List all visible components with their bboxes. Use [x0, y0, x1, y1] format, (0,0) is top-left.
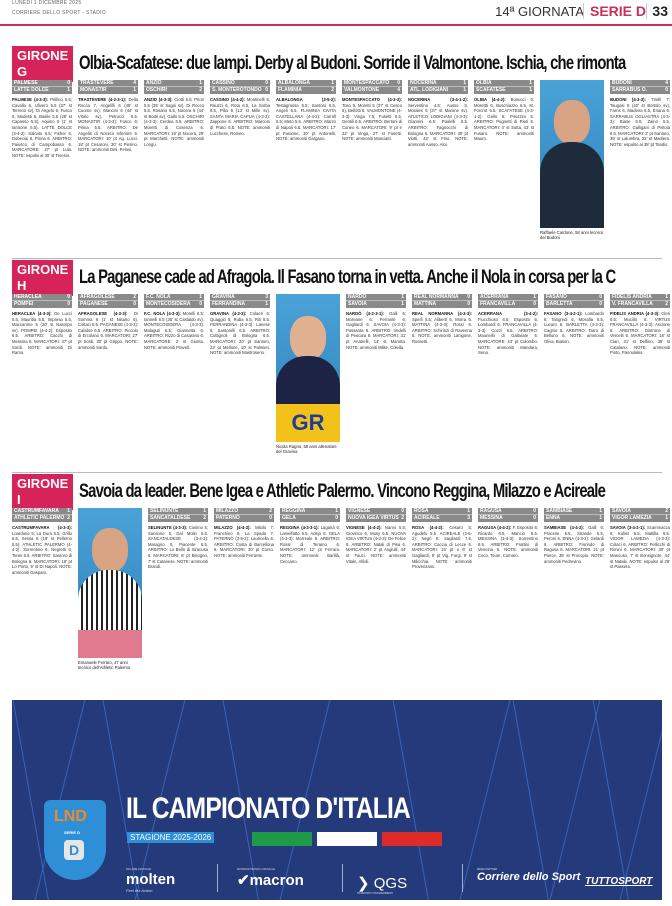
- away-score: 2: [199, 87, 202, 93]
- home-score: 0: [467, 294, 470, 300]
- match-report: [474, 80, 534, 241]
- away-team: BARLETTA: [546, 301, 573, 307]
- banner-stripe: [589, 700, 635, 900]
- photo-caption: Emanuele Ferraro, 47 anni tecnico dell'Athletic Palermo: [78, 660, 131, 671]
- scoreboard: [276, 80, 336, 94]
- home-team: SELINUNTE: [150, 508, 179, 514]
- match-report: [478, 294, 538, 455]
- home-score: 1: [533, 294, 536, 300]
- scoreboard: [346, 294, 406, 308]
- away-team: MATTINA: [414, 301, 437, 307]
- away-team: FLAMINIA: [278, 87, 302, 93]
- away-team: OSCHIRI: [146, 87, 167, 93]
- match-text: HERACLEA (4-3-3): De Lucci 5.5, Mauritia 5.5, Impresa 5.5, Maccarone 5 (20' st Nasorpo sv). POMPEI (4-4-2): Esposito 6.5. ARBITRO: Cacchi di Messina 6. MARCATORI: 37' pt Sordi. NOTE: ammoniti Di Ramo.: [12, 311, 73, 356]
- match-text: MILAZZO (4-4-2): Mitolo 7; Franchino 6, La Spada 7. PATERNÒ (3-5-2): Lauricella 6. ARBITRO: Costa di Barcellona 6. MARCATORI: 30' pt Corso. NOTE: ammoniti Ferrante.: [214, 525, 275, 558]
- match-report: [346, 294, 406, 455]
- home-score: 1: [463, 80, 466, 86]
- shirt-shape: [540, 142, 604, 228]
- home-team: ACERRANA: [480, 294, 509, 300]
- girone-section: [12, 476, 670, 671]
- scoreboard: [12, 80, 72, 94]
- face-shape: [290, 316, 326, 360]
- match-report: [478, 508, 538, 671]
- girone-badge: GIRONE I: [12, 474, 73, 510]
- home-team: MONTESPACCATO: [344, 80, 390, 86]
- away-score: 1: [599, 515, 602, 521]
- away-team: VIGOR LAMEZIA: [612, 515, 652, 521]
- away-score: 0: [67, 301, 70, 307]
- away-team: POMPEI: [14, 301, 34, 307]
- away-team: SAVOIA: [348, 301, 367, 307]
- scoreboard: [148, 508, 208, 522]
- away-score: 4: [397, 87, 400, 93]
- home-score: 1: [199, 294, 202, 300]
- photo-caption: Raffaele Cardone, 58 anni tecnico del Budoni: [540, 230, 604, 241]
- home-team: VIGNESE: [348, 508, 371, 514]
- away-team: FERRANDINA: [212, 301, 246, 307]
- home-team: FASANO: [546, 294, 567, 300]
- match-report: [144, 294, 204, 455]
- match-report: [214, 508, 274, 671]
- match-report: [12, 508, 72, 671]
- match-report: [276, 80, 336, 241]
- away-team: FRANCAVILLA: [480, 301, 516, 307]
- home-score: 1: [665, 294, 668, 300]
- away-team: S. MONTEROTONDO: [212, 87, 262, 93]
- away-score: 0: [269, 515, 272, 521]
- photo-caption: Nicola Ragno, 58 anni allenatore del Gravina: [276, 444, 337, 455]
- home-team: MILAZZO: [216, 508, 239, 514]
- match-text: RAGUSA (4-4-2): F. Esposito 6; Ricardo 6.5, Mancio 5.5. MESSINA (3-4-3): Sorrentino 6.5. ARBITRO: Frattini di Venezia 6. NOTE: ammoniti Coco, Toure, Cumaro.: [478, 525, 538, 558]
- match-text: ROSA (4-4-2): Cesaro 5; Agudelo 5.5. ACIREALE (3-5-2): Negri 6; Sagliardi 7.5. ARBITRO: Caccia di Lecce 6. MARCATORI: 15' pt e 6' st Gagliardi, 8' pt Vig, Furgi, 9' st Milicchia. NOTE: ammoniti Provenzano.: [412, 525, 472, 570]
- home-score: 0: [401, 508, 404, 514]
- face-shape: [554, 100, 590, 144]
- sponsor-tuttosport: TUTTOSPORT: [585, 876, 653, 887]
- section-headline: Olbia-Scafatese: due lampi. Derby al Budoni. Sorride il Valmontone. Ischia, che rimonta: [79, 53, 626, 74]
- match-text: CASSINO (4-4-2): Montinelli 6; Rauzzi 6, Rota 6.5, La Sorba 6.5, Pilia 6 (13' st Mille sv). SANTA MARIA CAPUA (4-3-3): Zappone 6. ARBITRO: Marconi di Prato 6.5. NOTE: ammoniti Lucchese, Romeo.: [210, 97, 270, 136]
- away-team: MESSINA: [480, 515, 503, 521]
- away-team: MONTECOSIDERA: [146, 301, 191, 307]
- scoreboard: [210, 80, 270, 94]
- away-team: MONASTIR: [80, 87, 107, 93]
- match-report: [346, 508, 406, 671]
- away-team: SARRABUS O.: [612, 87, 648, 93]
- home-score: 1: [335, 508, 338, 514]
- away-team: PAGANESE: [80, 301, 108, 307]
- away-score: 0: [199, 301, 202, 307]
- match-text: GRAVINA (4-3-3): Colaeri 6; Quaggio 8, Ruba 6.5, Riti 6.5. FERRANDINA (4-3-3): Lanese 6; Santorelli 6.5. ARBITRO: Cottignoli di Bologna 6.5. MARCATORI: 20' pt Santoro, 23' pt Mellone, 10' st Palmieri. NOTE: ammoniti Mastroserio.: [210, 311, 270, 356]
- away-score: 0: [665, 87, 668, 93]
- match-text: SAVOIA (3-4-2-1): Scammacca 6; Kuliss 5.5, Mattilla 6.5. VIGOR LAMEZIA (4-3-3): Colaci 6. ARBITRO: Pellicchi di Rimini 6. MARCATORI: 30' pt Mancuso, 7' st Bonsignore, 44' st Natale. NOTE: espulso al 28' st Passera.: [610, 525, 670, 570]
- away-score: 0: [265, 87, 268, 93]
- match-text: MONTESPACCATO (4-3-3): Toso 5, Moretti 5 (37' st Cesco 6), Bellotti 6. VALMONTONE (4-3-3): Vinga 7.5; Fusetti 6.5, Gentili 6.5. ARBITRO: Bertoni di Cuneo 6. MARCATORI: 9' pt e 22' pt Vinga, 27' st Fusetti. NOTE: ammoniti Mosciatti.: [342, 97, 402, 142]
- home-team: REAL NORMANNA: [414, 294, 459, 300]
- away-team: PATERNÒ: [216, 515, 240, 521]
- match-report: [408, 80, 468, 241]
- away-team: SCAFATESE: [476, 87, 506, 93]
- scoreboard: [408, 80, 468, 94]
- away-team: ENNA: [546, 515, 561, 521]
- section-divider: [12, 258, 662, 259]
- match-columns: [12, 508, 670, 671]
- scarf-shape: [78, 630, 142, 658]
- girone-section: [12, 262, 671, 455]
- match-text: SAMBIASE (4-4-2): Galli 6; Pracese 5.5, Strande 5.5, Peroni 6. ENNA (4-3-3): Gelardi 6. ARBITRO: Fiorindo di Ragusa 6. MARCATORI: 21' pt Pierce, 35' st Procopio. NOTE: ammoniti Pedrevino.: [544, 525, 604, 564]
- match-text: FIDELIS ANDRIA (4-3-3): Cleri 6.5; Mucillo 6. VIRTUS FRANCAVILLA (4-3-3): Ascione 6. ARBITRO: Dintrone di Vercelli 6. MARCATORI: 18' st Ciari, 31' st Delfino, 38' st Catalano. NOTE: ammoniti Pinto, Panoulakis.: [610, 311, 671, 356]
- home-score: 1: [203, 508, 206, 514]
- player-photo-block: [540, 80, 604, 241]
- macron-icon: ✔: [237, 872, 250, 889]
- away-team: VALMONTONE: [344, 87, 380, 93]
- scoreboard: [210, 294, 270, 308]
- match-text: AFRAGOLESE (4-3-3): Di Somma 6 (1' st Nisano 6), Coltaci 6.5. PAGANESE (4-3-3): Calabre 6.5. ARBITRO: Piccolo di Ercolano 6. MARCATORI: 27' pt Sordi, 30' pt Grippo. NOTE: ammoniti Sardo.: [78, 311, 138, 350]
- round-label: 14ª GIORNATA: [495, 4, 584, 19]
- away-score: 0: [467, 301, 470, 307]
- scoreboard: [214, 508, 274, 522]
- home-team: AFRAGOLESE: [80, 294, 115, 300]
- match-text: SELINUNTE (4-3-3): Cosimo 5; Sansone 5, Dal Molin 5.5. SANCATALDESE (3-4-3): Maragno 6, Piacente 6.5. ARBITRO: Lo Bello di Siracusa 6. MARCATORI: 8' pt Bisogno, 7' st Catanese. NOTE: ammoniti Brandi.: [148, 525, 209, 570]
- home-team: FIDELIS ANDRIA: [612, 294, 652, 300]
- match-text: VIGNESE (4-4-2): Nanni 5.5; Giovinco 6, Musy 5.5. NUOVA IGEA VIRTUS (4-3-3): De Felice 6. ARBITRO: Natali di Pisa 6. MARCATORI: 2' pt Angiulli, 44' st Fauci. NOTE: ammoniti Vitale, Allioli.: [346, 525, 406, 564]
- match-report: [412, 508, 472, 671]
- home-team: TRASTEVERE: [80, 80, 114, 86]
- home-team: OLBIA: [476, 80, 492, 86]
- player-photo: [540, 80, 604, 228]
- girone-badge: GIRONE G: [12, 46, 73, 82]
- away-score: 1: [463, 87, 466, 93]
- away-team: NUOVA IGEA VIRTUS: [348, 515, 399, 521]
- away-score: 0: [335, 515, 338, 521]
- home-score: 0: [265, 80, 268, 86]
- away-score: 2: [203, 515, 206, 521]
- banner-season: STAGIONE 2025-2026: [127, 832, 214, 843]
- match-text: NARDÒ (4-2-3-1): Galli 6; Moreane 6, Ferrante 6, Gagliardi 6. SAVOIA (4-3-3): Passanta 6. ARBITRO: Vedelli di Pescara 6. MARCATORI: 31' pt Anatrelli, 14' st Marotta. NOTE: ammoniti Milite, Colella.: [346, 311, 406, 350]
- away-score: 1: [665, 515, 668, 521]
- away-score: 0: [599, 301, 602, 307]
- home-score: 2: [133, 294, 136, 300]
- match-text: F.C. NOLA (4-3-3): Morelli 6.5; Iannelli 6.5 (35' st Castaldo sv). MONTECOSIDERA (4-3-3): Malaguti 6.5; Giannetta 6. ARBITRO: Rizzo di Casarano 6. MARCATORE: 2' st Giunta. NOTE: ammoniti Pravell.: [144, 311, 204, 350]
- scoreboard: [346, 508, 406, 522]
- home-team: NOCERINA: [410, 80, 437, 86]
- match-report: [210, 294, 270, 455]
- match-text: ALBALONGA (3-5-2): Testagrossa 5.5; Santoni 5.5, Angeli 5.5. FLAMINIA CIVITA CASTELLANA (4-4-2): Carroll 6.5; Meto 5.5. ARBITRO: Marzo di Napoli 6.5. MARCATORI: 17' pt Faraone, 30' pt Antonelli. NOTE: ammoniti Gargano.: [276, 97, 336, 142]
- issue-date: LUNEDÌ 1 DICEMBRE 2025: [12, 0, 82, 6]
- match-report: [610, 294, 670, 455]
- scoreboard: [474, 80, 534, 94]
- scoreboard: [610, 294, 670, 308]
- home-team: CASSINO: [212, 80, 235, 86]
- home-score: 3: [265, 294, 268, 300]
- home-team: ALBALONGA: [278, 80, 310, 86]
- player-photo: [78, 508, 142, 658]
- match-text: TRASTEVERE (4-2-3-1): Della Rocca 7, Angelilli 6 (48' st Cuomo sv), Mancini 6 (44' st Vitolo sv), Petrucci 6.5. MONASTIR (4-3-3): Fusco 6; Pinna 5.5. ARBITRO: De Angelis di Nocera Inferiore 6. MARCATORI: 10' pt Ag. Lucci, 18' pt Cesaroni, 30' st Pierino. NOTE: ammoniti Deli, Pelosi.: [78, 97, 138, 153]
- match-report: [144, 80, 204, 241]
- player-photo: [276, 294, 340, 442]
- home-team: PALMESE: [14, 80, 38, 86]
- away-score: 0: [533, 515, 536, 521]
- scoreboard: [78, 80, 138, 94]
- match-report: [544, 508, 604, 671]
- match-report: [412, 294, 472, 455]
- home-team: GRAVINA: [212, 294, 235, 300]
- match-report: [610, 508, 670, 671]
- home-score: 1: [467, 508, 470, 514]
- scoreboard: [342, 80, 402, 94]
- match-report: [148, 508, 208, 671]
- section-headline: La Paganese cade ad Afragola. Il Fasano torna in vetta. Anche il Nola in corsa per la C: [79, 267, 616, 288]
- home-team: REGGINA: [282, 508, 306, 514]
- away-team: ATHLETIC PALERMO: [14, 515, 65, 521]
- away-team: V. FRANCAVILLA: [612, 301, 653, 307]
- home-score: 0: [397, 80, 400, 86]
- match-report: [280, 508, 340, 671]
- match-text: PALMESE (4-3-3): Pellino 5.5; Cavallo 6, Ulivero 5.5 (37' st Terreno sv), Di Angelo 6, Fusco 6, Modesti 6, Basile 5.5 (28' st Capasso 5.5), Aquino 6 (1' st Iannone 5.5). LATTE DOLCE (3-4-3): Salcato 6.5; Fisher 6, Dobeciai 6, Pinna 6. ARBITRO: Paiusco di Campobasso 6. MARCATORE: 27' pt Lula. NOTE: espulsi al 30' st Teresio.: [12, 97, 72, 158]
- home-team: HERACLEA: [14, 294, 42, 300]
- away-team: ACIREALE: [414, 515, 440, 521]
- sponsor-corriere: MEDIA PARTNER Corriere dello Sport: [477, 868, 581, 883]
- match-report: [342, 80, 402, 241]
- player-photo-block: [276, 294, 340, 455]
- match-text: REGGINA (4-2-3-1): Laganà 6; Lamelfatto 6.5, Adejo 6. GELA (4-3-3): Morreale 6. ARBITRO: Rossi di Teramo 6. MARCATORI: 12' pt Ferrara. NOTE: ammoniti Barillà, Ceccano.: [280, 525, 340, 564]
- match-report: [12, 80, 72, 241]
- away-score: 0: [133, 301, 136, 307]
- serie-d-icon: D: [64, 840, 84, 860]
- away-score: 1: [529, 87, 532, 93]
- scoreboard: [144, 294, 204, 308]
- section-divider: [12, 472, 662, 473]
- away-score: 2: [331, 87, 334, 93]
- match-report: [210, 80, 270, 241]
- scoreboard: [78, 294, 138, 308]
- flag-green: [252, 832, 312, 846]
- page-header: [0, 0, 672, 26]
- home-team: NARDÒ: [348, 294, 367, 300]
- home-score: 2: [269, 508, 272, 514]
- match-text: FASANO (3-4-2-1): Lombardo 6; Tangredi 6, Mosolla 6.5, Lucaro 6. BARLETTA (4-3-3): Cagnio 6. ARBITRO: Tarro di Belluno 6. NOTE: ammoniti Oliva, Biason.: [544, 311, 604, 344]
- home-score: 1: [67, 508, 70, 514]
- home-score: 1: [529, 80, 532, 86]
- match-text: OLBIA (4-4-2): Bonucci 6; Morettti 6, Buschiazzo 6.5, M. Forcrot 6.5. SCAFATESE (4-3-1-2): Gallo 6; Pirozzini 6. ARBITRO: Pugnetti di Rieti 6. MARCATORI: 4' st Sotta, 43' st Fusaro. NOTE: ammoniti Mauro.: [474, 97, 534, 142]
- banner-title: IL CAMPIONATO D'ITALIA: [126, 792, 410, 825]
- match-columns: [12, 80, 670, 241]
- away-team: SANCATALDESE: [150, 515, 191, 521]
- paper-name: CORRIERE DELLO SPORT - STADIO: [12, 10, 106, 16]
- section-header: [12, 262, 662, 293]
- scoreboard: [412, 294, 472, 308]
- away-score: 1: [265, 301, 268, 307]
- scoreboard: [610, 80, 670, 94]
- away-score: 3: [467, 515, 470, 521]
- home-score: 1: [401, 294, 404, 300]
- away-score: 0: [533, 301, 536, 307]
- home-score: 4: [665, 80, 668, 86]
- away-score: 2: [401, 515, 404, 521]
- home-team: ANZIO: [146, 80, 162, 86]
- scoreboard: [412, 508, 472, 522]
- home-score: 1: [599, 508, 602, 514]
- scoreboard: [610, 508, 670, 522]
- section-header: [12, 48, 662, 79]
- banner-stripe: [611, 700, 662, 900]
- player-photo-block: [78, 508, 142, 671]
- match-text: ANZIO (4-3-3): Ciotti 5.5; Priori 5.5 (35' st Sagoi sv), Di Rocco 5.5, Rosario 6.5, Nocera 6 (44' st Bodri sv), Gallo 5.5. OSCHIRI (4-3-3): Cerdea 6.5. ARBITRO: Moretti di Cosenza 6. MARCATORI: 19' pt Nocera, 29' pt Marchetti. NOTE: ammoniti Longu.: [144, 97, 205, 147]
- scoreboard: [280, 508, 340, 522]
- flag-white: [317, 832, 377, 846]
- home-score: 0: [67, 80, 70, 86]
- scoreboard: [478, 294, 538, 308]
- scoreboard: [544, 508, 604, 522]
- sponsor-macron: SPONSOR TECNICO UFFICIALE ✔macron: [237, 868, 304, 889]
- lnd-logo-text: LND: [54, 808, 87, 825]
- home-score: 1: [199, 80, 202, 86]
- home-score: 0: [533, 508, 536, 514]
- away-team: LATTE DOLCE: [14, 87, 49, 93]
- match-text: REAL NORMANNA (4-3-3): Sperli 5.5; Aliberti 6, Morra 6. MATTINA (4-3-3): Rossi 6. ARBITRO: Schirinzi di Ravenna 6. NOTE: ammoniti Lanigone, Rossetti.: [412, 311, 472, 344]
- home-team: BUDONI: [612, 80, 632, 86]
- face-shape: [92, 528, 128, 572]
- scoreboard: [12, 508, 72, 522]
- match-report: [78, 80, 138, 241]
- match-report: [78, 294, 138, 455]
- scoreboard: [144, 80, 204, 94]
- match-text: ACERRANA (3-4-2): Fiucchiuso 6.5; Esposito 6, Lombardi 6. FRANCAVILLA (4-3-3): Cozzi 6.5. ARBITRO: Mauriello di Gallarate 6. MARCATORE: 43' pt Colombo. NOTE: ammoniti Mandara, Sena.: [478, 311, 538, 356]
- home-score: 0: [67, 294, 70, 300]
- home-team: CASTRUMFAVARA: [14, 508, 59, 514]
- girone-section: [12, 48, 670, 241]
- lnd-logo: [44, 800, 106, 880]
- match-text: CASTRUMFAVARA (4-3-3): Loardone 5; La Dura 5.5, Grillo 6.5, Sessa 6 (19' st Pellemo 5.5). ATHLETIC PALERMO (4-4-2): Sorrentino 6; Negretti 6, Teres 6.5. ARBITRO: Santoro di Bologna 6. MARCATORI: 19' pt Lo Porto, 9' st Di Napoli. NOTE: ammoniti Gasparo.: [12, 525, 72, 575]
- match-text: NOCERINA (3-4-1-2): Serventino 4.5; Ausso 5, Morales 5 (37' st Marone sv). ATLETICO LODIGIANI (4-3-3): Giannini 6.5; Paolelli 6.5. ARBITRO: Fagnocchi di Bologna 6. MARCATORI: 38' pt Viotti, 43' st Fino. NOTE: ammoniti Ausso, Aloi.: [408, 97, 468, 147]
- sponsor-qgs: ❯ QGS TRASPORTO TRASFERIMENTI: [357, 875, 408, 895]
- away-score: 2: [67, 515, 70, 521]
- girone-badge: GIRONE H: [12, 260, 73, 296]
- match-text: BUDONI (4-3-3): Tirelli 7; Taugasi 6 (40' st Bortolo sv), Farris 6, Madeira 6.5, Enana 6. SARRABUS OGLIASTRA (4-3-3): Biase 5.5; Zaino 5.5. ARBITRO: Galligani di Pistoia 6.5. MARCATORI: 2' pt Santoro, 35' st Lalumbra, 22' st Madiera. NOTE: espulso al 38' pt Tandis.: [610, 97, 670, 147]
- league-label: SERIE D: [583, 3, 646, 19]
- away-score: 2: [665, 301, 668, 307]
- lnd-banner: [12, 700, 662, 900]
- section-header: [12, 476, 662, 507]
- away-score: 1: [133, 87, 136, 93]
- home-team: SAVOIA: [612, 508, 631, 514]
- home-team: F.C. NOLA: [146, 294, 171, 300]
- scoreboard: [544, 294, 604, 308]
- away-score: 1: [67, 87, 70, 93]
- section-headline: Savoia da leader. Bene Igea e Athletic Palermo. Vincono Reggina, Milazzo e Acireale: [79, 481, 606, 502]
- home-team: SAMBIASE: [546, 508, 573, 514]
- home-score: 1: [331, 80, 334, 86]
- match-report: [544, 294, 604, 455]
- home-score: 2: [665, 508, 668, 514]
- qgs-icon: ❯: [357, 875, 370, 892]
- away-score: 1: [401, 301, 404, 307]
- away-team: ATL. LODIGIANI: [410, 87, 448, 93]
- page-number: 33: [646, 3, 668, 19]
- scoreboard: [12, 294, 72, 308]
- scoreboard: [478, 508, 538, 522]
- lnd-logo-subtitle: SERIE D: [64, 830, 81, 835]
- flag-red: [382, 832, 442, 846]
- away-team: GELA: [282, 515, 296, 521]
- home-team: ROSA: [414, 508, 429, 514]
- home-score: 4: [133, 80, 136, 86]
- match-report: [610, 80, 670, 241]
- sponsor-molten: PALLONE UFFICIALE molten Feel the Action: [126, 868, 176, 893]
- match-report: [12, 294, 72, 455]
- match-columns: [12, 294, 671, 455]
- scarf-shape: GR: [276, 404, 340, 442]
- home-score: 0: [599, 294, 602, 300]
- home-team: RAGUSA: [480, 508, 502, 514]
